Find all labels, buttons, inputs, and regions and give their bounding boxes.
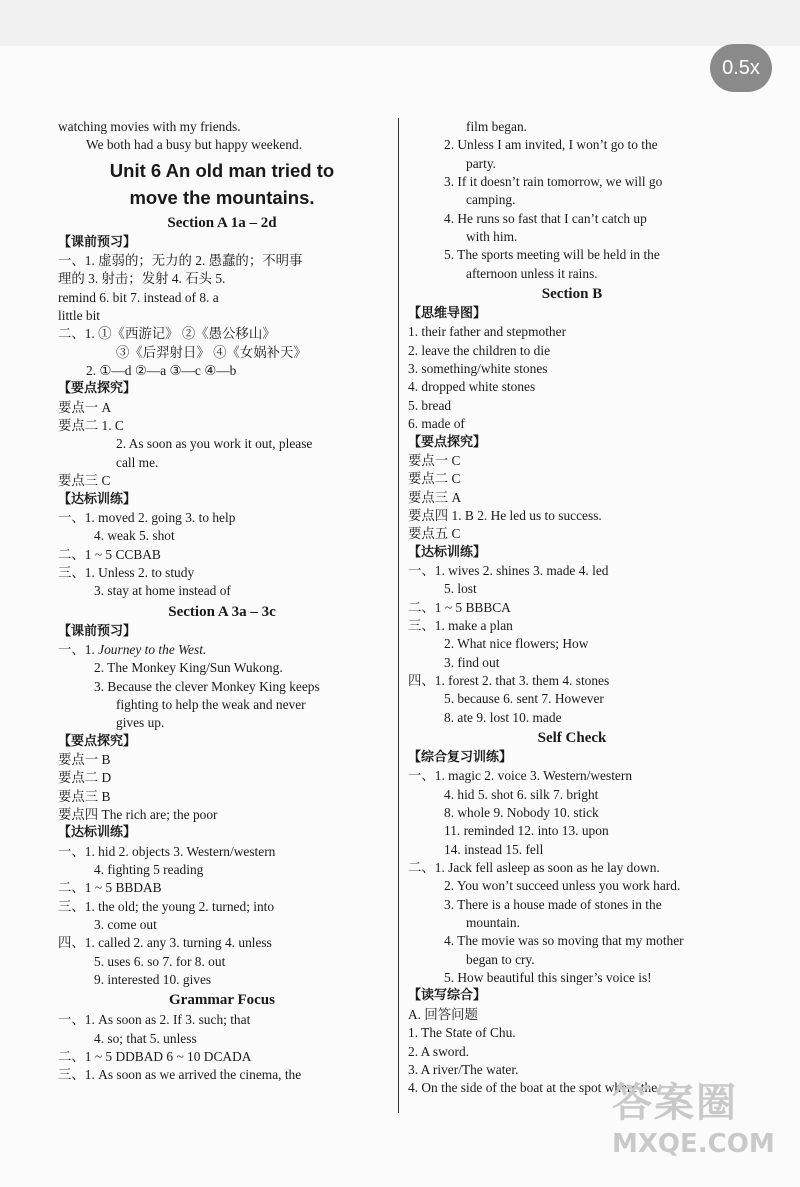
answer-line: 5. lost	[444, 581, 477, 597]
answer-line: 2. What nice flowers; How	[444, 636, 589, 652]
answer-line: 11. reminded 12. into 13. upon	[444, 823, 609, 839]
answer-line: 二、1 ~ 5 DDBAD 6 ~ 10 DCADA	[58, 1049, 252, 1065]
answer-line: 8. ate 9. lost 10. made	[444, 709, 562, 725]
subsection-label: 【要点探究】	[58, 733, 137, 749]
answer-line: 3. A river/The water.	[408, 1061, 519, 1077]
viewer-top-bar	[0, 0, 800, 46]
answer-line: 一、1. As soon as 2. If 3. such; that	[58, 1012, 251, 1028]
subsection-label: 【思维导图】	[408, 306, 487, 322]
answer-line: 要点四 1. B 2. He led us to success.	[408, 507, 602, 523]
answer-line: with him.	[466, 229, 518, 245]
section-heading: Section A 1a – 2d	[167, 214, 277, 231]
answer-line: 要点三 C	[58, 473, 111, 489]
answer-line: call me.	[116, 454, 159, 470]
answer-line: 三、1. make a plan	[408, 617, 513, 633]
answer-line: 要点二 D	[58, 770, 112, 786]
site-watermark	[612, 1078, 796, 1184]
subsection-label: 【达标训练】	[408, 544, 487, 560]
answer-line: 一、1. 虚弱的；无力的 2. 愚蠢的；不明事	[58, 253, 303, 269]
answer-line: film began.	[466, 119, 527, 134]
subsection-label: 【达标训练】	[58, 491, 137, 507]
answer-line: began to cry.	[466, 951, 535, 967]
answer-line: 三、1. the old; the young 2. turned; into	[58, 898, 275, 914]
answer-line: A. 回答问题	[408, 1006, 478, 1022]
answer-line: 4. The movie was so moving that my mother	[444, 933, 684, 949]
answer-line: 1. The State of Chu.	[408, 1025, 516, 1041]
answer-line: mountain.	[466, 915, 520, 931]
answer-line: 二、1 ~ 5 BBDAB	[58, 880, 162, 896]
answer-line: 一、1. moved 2. going 3. to help	[58, 509, 236, 525]
answer-line: 四、1. forest 2. that 3. them 4. stones	[408, 672, 610, 688]
watermark-url: MXQE.COM	[612, 1129, 775, 1159]
answer-line: 9. interested 10. gives	[94, 972, 212, 988]
section-heading: Grammar Focus	[169, 992, 275, 1009]
answer-line: 要点三 B	[58, 788, 111, 804]
answer-line: 3. There is a house made of stones in the	[444, 896, 662, 912]
answer-line: 2. leave the children to die	[408, 342, 551, 358]
answer-line: 14. instead 15. fell	[444, 841, 544, 857]
answer-line: 5. The sports meeting will be held in the	[444, 247, 660, 263]
answer-line: 要点一 C	[408, 452, 461, 468]
answer-line: 4. hid 5. shot 6. silk 7. bright	[444, 786, 599, 802]
answer-line: 三、1. Unless 2. to study	[58, 564, 195, 580]
answer-line: 6. made of	[408, 416, 465, 432]
answer-line: 2. The Monkey King/Sun Wukong.	[94, 660, 283, 676]
answer-line: 要点五 C	[408, 526, 461, 542]
subsection-label: 【读写综合】	[408, 988, 487, 1004]
unit-title: Unit 6 An old man tried to	[109, 159, 335, 181]
answer-line: 要点一 B	[58, 751, 111, 767]
answer-line: 5. uses 6. so 7. for 8. out	[94, 953, 226, 969]
answer-line: little bit	[58, 308, 101, 324]
answer-line: 要点二 C	[408, 471, 461, 487]
subsection-label: 【综合复习训练】	[408, 750, 513, 765]
answer-line: 4. On the side of the boat at the spot where the	[408, 1080, 658, 1096]
unit-title: move the mountains.	[129, 186, 315, 208]
watermark-brand: 答案圈	[612, 1080, 738, 1126]
answer-line: 2. As soon as you work it out, please	[116, 436, 313, 452]
answer-line: 5. How beautiful this singer’s voice is!	[444, 970, 652, 986]
zoom-level-badge[interactable]: 0.5x	[710, 44, 772, 92]
answer-line: 3. Because the clever Monkey King keeps	[94, 678, 320, 694]
answer-line: 2. You won’t succeed unless you work hard.	[444, 878, 681, 894]
subsection-label: 【达标训练】	[58, 825, 137, 841]
answer-line: 5. bread	[408, 397, 452, 413]
answer-line: afternoon unless it rains.	[466, 265, 598, 281]
subsection-label: 【课前预习】	[58, 234, 137, 250]
subsection-label: 【要点探究】	[58, 381, 137, 397]
answer-line: 4. He runs so fast that I can’t catch up	[444, 210, 647, 226]
answer-line: 3. come out	[94, 917, 157, 933]
answer-line: 一、1. hid 2. objects 3. Western/western	[58, 843, 276, 859]
answer-line: 4. fighting 5 reading	[94, 862, 204, 878]
answer-line: 要点三 A	[408, 489, 462, 505]
answer-line: 4. weak 5. shot	[94, 528, 175, 544]
answer-line: 二、1. Jack fell asleep as soon as he lay down.	[408, 860, 660, 876]
answer-line: 1. their father and stepmother	[408, 324, 567, 340]
right-column	[408, 118, 736, 1098]
answer-line: 三、1. As soon as we arrived the cinema, the	[58, 1067, 302, 1083]
answer-line: watching movies with my friends.	[58, 119, 241, 134]
answer-line: 二、1. ①《西游记》 ②《愚公移山》	[58, 326, 276, 342]
answer-line: 二、1 ~ 5 BBBCA	[408, 599, 511, 615]
answer-line: 理的 3. 射击；发射 4. 石头 5.	[58, 271, 226, 287]
answer-line: 一、1. magic 2. voice 3. Western/western	[408, 768, 633, 784]
answer-line: 要点二 1. C	[58, 418, 124, 434]
answer-line: 2. Unless I am invited, I won’t go to the	[444, 137, 658, 153]
answer-line: gives up.	[116, 715, 165, 731]
answer-line: 3. find out	[444, 654, 500, 670]
answer-line: 要点四 The rich are; the poor	[58, 807, 218, 822]
answer-line: 3. something/white stones	[408, 361, 548, 377]
section-heading: Section B	[541, 286, 603, 303]
answer-line: 3. If it doesn’t rain tomorrow, we will go	[444, 174, 663, 190]
answer-line: We both had a busy but happy weekend.	[86, 137, 303, 153]
answer-line: 要点一 A	[58, 399, 112, 415]
column-divider	[398, 118, 399, 1113]
answer-line: 4. dropped white stones	[408, 379, 536, 395]
answer-line: 8. whole 9. Nobody 10. stick	[444, 805, 599, 821]
answer-line: fighting to help the weak and never	[116, 696, 306, 712]
left-column	[58, 118, 386, 1085]
subsection-label: 【要点探究】	[408, 434, 487, 450]
answer-line: 四、1. called 2. any 3. turning 4. unless	[58, 935, 272, 951]
answer-line: ③《后羿射日》 ④《女娲补天》	[116, 344, 307, 360]
answer-line: 3. stay at home instead of	[94, 583, 231, 599]
answer-line: 2. A sword.	[408, 1043, 470, 1059]
answer-line: party.	[466, 155, 496, 171]
answer-line: 5. because 6. sent 7. However	[444, 691, 604, 707]
section-heading: Section A 3a – 3c	[168, 603, 276, 620]
subsection-label: 【课前预习】	[58, 623, 137, 639]
answer-line: 2. ①—d ②—a ③—c ④—b	[86, 363, 237, 379]
answer-line: 4. so; that 5. unless	[94, 1030, 197, 1046]
answer-line: 一、1. wives 2. shines 3. made 4. led	[408, 562, 609, 578]
answer-line: 一、1. Journey to the West.	[58, 641, 207, 657]
section-heading: Self Check	[537, 730, 607, 746]
answer-line: camping.	[466, 192, 516, 208]
answer-line: 二、1 ~ 5 CCBAB	[58, 546, 161, 562]
answer-line: remind 6. bit 7. instead of 8. a	[58, 289, 219, 305]
